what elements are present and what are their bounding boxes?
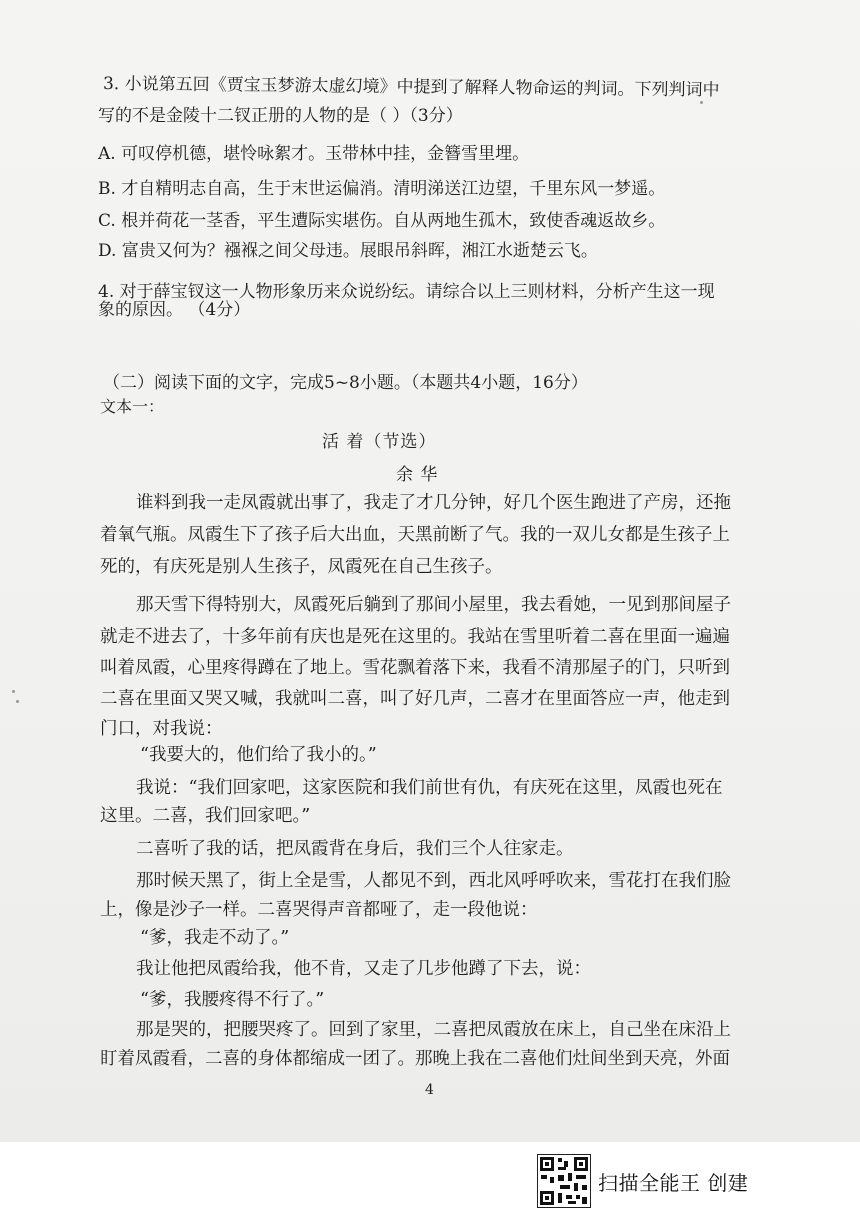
question-3-line-1: 3. 小说第五回《贾宝玉梦游太虚幻境》中提到了解释人物命运的判词。下列判词中 <box>102 74 720 101</box>
option-a: A. 可叹停机德，堪怜咏絮才。玉带林中挂，金簪雪里埋。 <box>98 144 530 164</box>
qr-code-graphic <box>538 1155 590 1207</box>
scanner-watermark: 扫描全能王 创建 <box>598 1171 749 1195</box>
question-3-line-2: 写的不是金陵十二钗正册的人物的是（ ）（3分） <box>98 106 463 126</box>
story-author: 余 华 <box>396 465 439 485</box>
story-line: 谁料到我一走凤霞就出事了，我走了才几分钟，好几个医生跑进了产房，还拖 <box>136 493 731 513</box>
story-line: 叫着凤霞，心里疼得蹲在了地上。雪花飘着落下来，我看不清那屋子的门，只听到 <box>100 658 730 678</box>
story-line: 这里。二喜，我们回家吧。” <box>100 806 311 826</box>
question-4-line-2: 象的原因。 （4分） <box>98 300 251 320</box>
story-line: 就走不进去了，十多年前有庆也是死在这里的。我站在雪里听着二喜在里面一遍遍 <box>100 627 730 647</box>
story-line: 上，像是沙子一样。二喜哭得声音都哑了，走一段他说： <box>100 900 538 920</box>
scan-speck <box>16 700 19 703</box>
page-number: 4 <box>425 1082 434 1098</box>
qr-code-icon <box>537 1154 591 1208</box>
story-line: 那时候天黑了，街上全是雪，人都见不到，西北风呼呼吹来，雪花打在我们脸 <box>136 871 731 891</box>
option-c: C. 根并荷花一茎香，平生遭际实堪伤。自从两地生孤木，致使香魂返故乡。 <box>98 211 666 231</box>
story-quote: “爹，我腰疼得不行了。” <box>140 990 325 1010</box>
story-line: 死的，有庆死是别人生孩子，凤霞死在自己生孩子。 <box>100 557 503 577</box>
question-4-line-1: 4. 对于薛宝钗这一人物形象历来众说纷纭。请综合以上三则材料，分析产生这一现 <box>98 282 715 302</box>
story-quote: “我要大的，他们给了我小的。” <box>140 745 377 765</box>
story-quote: “爹，我走不动了。” <box>140 928 290 948</box>
story-line: 那是哭的，把腰哭疼了。回到了家里，二喜把凤霞放在床上，自己坐在床沿上 <box>136 1020 731 1040</box>
story-title: 活 着（节选） <box>322 432 437 452</box>
story-line: 我让他把凤霞给我，他不肯，又走了几步他蹲了下去，说： <box>136 959 591 979</box>
story-line: 那天雪下得特别大，凤霞死后躺到了那间小屋里，我去看她，一见到那间屋子 <box>136 595 731 615</box>
scan-speck <box>12 690 15 693</box>
scan-speck <box>700 101 703 104</box>
story-line: 着氧气瓶。凤霞生下了孩子后大出血，天黑前断了气。我的一双儿女都是生孩子上 <box>100 525 730 545</box>
text-one-label: 文本一： <box>100 397 165 416</box>
story-line: 我说：“我们回家吧，这家医院和我们前世有仇，有庆死在这里，凤霞也死在 <box>136 778 723 798</box>
story-line: 二喜听了我的话，把凤霞背在身后，我们三个人往家走。 <box>136 839 574 859</box>
story-line: 二喜在里面又哭又喊，我就叫二喜，叫了好几声，二喜才在里面答应一声，他走到 <box>100 689 730 709</box>
story-line: 门口，对我说： <box>100 719 223 739</box>
option-b: B. 才自精明志自高，生于末世运偏消。清明涕送江边望，千里东风一梦遥。 <box>98 179 666 199</box>
section-heading: （二）阅读下面的文字，完成5~8小题。（本题共4小题，16分） <box>103 373 588 393</box>
option-d: D. 富贵又何为？襁褓之间父母违。展眼吊斜晖，湘江水逝楚云飞。 <box>98 241 598 261</box>
story-line: 盯着凤霞看，二喜的身体都缩成一团了。那晚上我在二喜他们灶间坐到天亮，外面 <box>100 1049 730 1069</box>
